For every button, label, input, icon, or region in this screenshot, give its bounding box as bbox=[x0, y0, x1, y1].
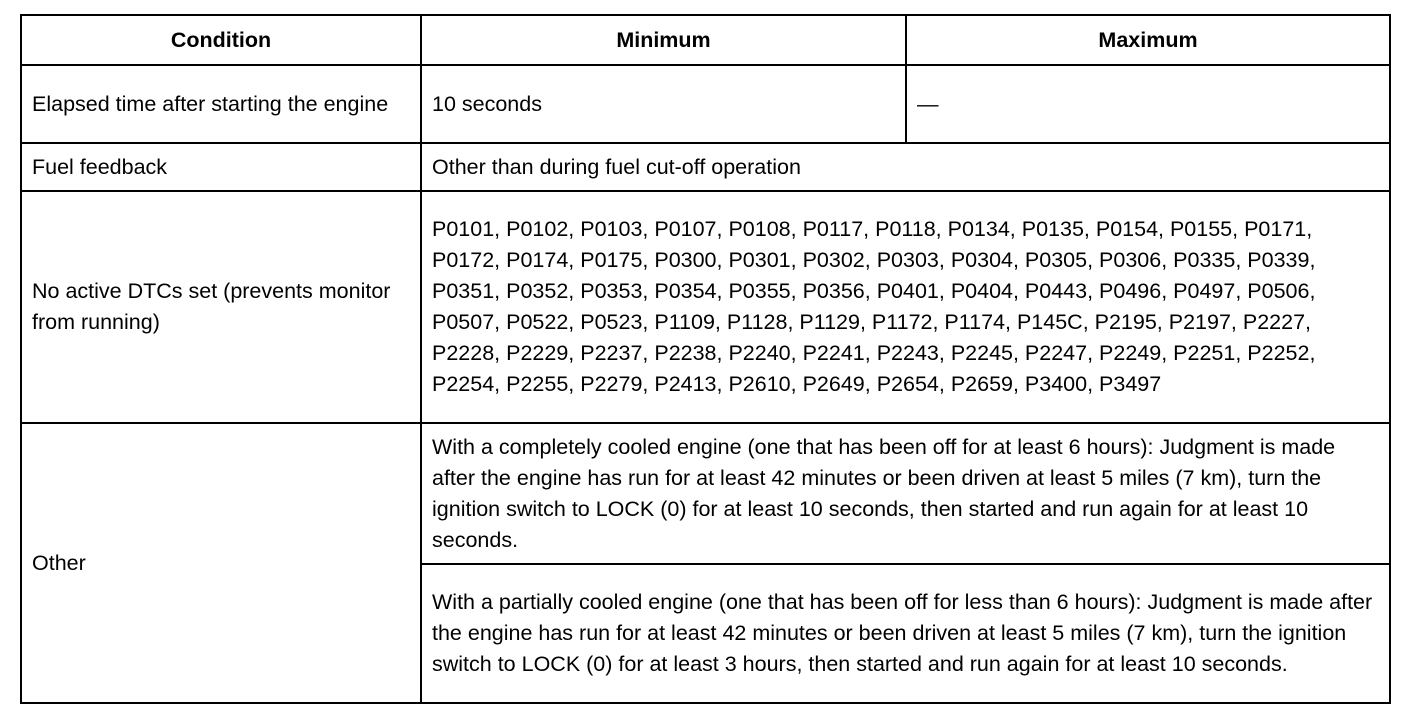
table-row bbox=[21, 65, 1390, 143]
value-dtc-list: P0101, P0102, P0103, P0107, P0108, P0117, P0118, P0134, P0135, P0154, P0155, P0171, P0172, P0174, P0175, P0300, P0301, P0302, P0303, P0304, P0305, P0306, P0335, P0339, P0351, P0352, P0353, P0354, P0355, P0356, P0401, P0404, P0443, P0496, P0497, P0506, P0507, P0522, P0523, P1109, P1128, P1129, P1172, P1174, P145C, P2195, P2197, P2227, P2228, P2229, P2237, P2238, P2240, P2241, P2243, P2245, P2247, P2249, P2251, P2252, P2254, P2255, P2279, P2413, P2610, P2649, P2654, P2659, P3400, P3497 bbox=[421, 191, 1390, 423]
condition-fuel-feedback: Fuel feedback bbox=[21, 143, 421, 191]
header-minimum: Minimum bbox=[421, 15, 906, 65]
header-maximum: Maximum bbox=[906, 15, 1390, 65]
table-header bbox=[21, 15, 1390, 65]
condition-other: Other bbox=[21, 423, 421, 703]
value-other-partially-cooled: With a partially cooled engine (one that has been off for less than 6 hours): Judgment is made after the engine has run for at least 42 minutes or been driven at least 5 miles (7 km), turn the ignition switch to LOCK (0) for at least 3 hours, then started and run again for at least 10 seconds. bbox=[421, 564, 1390, 703]
table-row bbox=[21, 191, 1390, 423]
header-condition: Condition bbox=[21, 15, 421, 65]
conditions-table bbox=[20, 14, 1391, 704]
condition-no-active-dtcs: No active DTCs set (prevents monitor from running) bbox=[21, 191, 421, 423]
table-row bbox=[21, 143, 1390, 191]
value-fuel-feedback: Other than during fuel cut-off operation bbox=[421, 143, 1390, 191]
table-row bbox=[21, 423, 1390, 564]
value-other-completely-cooled: With a completely cooled engine (one that has been off for at least 6 hours): Judgment is made after the engine has run for at least 42 minutes or been driven at least 5 miles (7 km), turn the ignition switch to LOCK (0) for at least 10 seconds, then started and run again for at least 10 seconds. bbox=[421, 423, 1390, 564]
header-row bbox=[21, 15, 1390, 65]
maximum-elapsed-time: — bbox=[906, 65, 1390, 143]
minimum-elapsed-time: 10 seconds bbox=[421, 65, 906, 143]
condition-elapsed-time: Elapsed time after starting the engine bbox=[21, 65, 421, 143]
table-body bbox=[21, 65, 1390, 703]
